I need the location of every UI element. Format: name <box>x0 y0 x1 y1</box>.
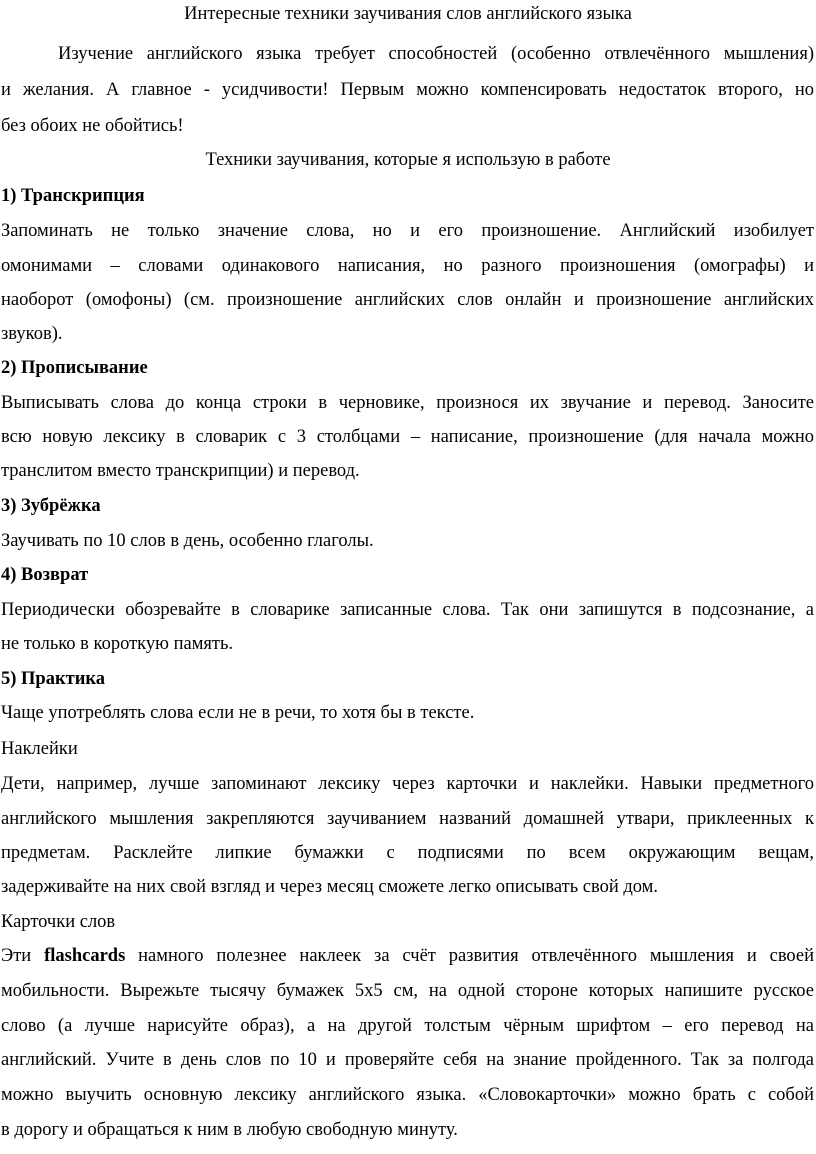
section-2-line-1: Выписывать слова до конца строки в черновике, произнося их звучание и перевод. Заносите <box>1 393 814 413</box>
intro-line-3: без обоих не обойтись! <box>1 116 184 136</box>
section-4-heading: 4) Возврат <box>1 565 89 585</box>
cards-line-1-prefix: Эти <box>1 946 32 966</box>
stickers-line-4: задерживайте на них свой взгляд и через месяц сможете легко описывать свой дом. <box>1 877 658 897</box>
cards-line-5: можно выучить основную лексику английского языка. «Словокарточки» можно брать с собой <box>1 1085 814 1105</box>
stickers-line-3: предметам. Расклейте липкие бумажки с подписями по всем окружающим вещам, <box>1 843 814 863</box>
intro-line-2: и желания. А главное - усидчивости! Первым можно компенсировать недостаток второго, но <box>1 80 814 100</box>
cards-line-6: в дорогу и обращаться к ним в любую свободную минуту. <box>1 1120 458 1140</box>
cards-line-4: английский. Учите в день слов по 10 и проверяйте себя на знание пройденного. Так за полгода <box>1 1050 814 1070</box>
section-1-line-3: наоборот (омофоны) (см. произношение английских слов онлайн и произношение английских <box>1 290 814 310</box>
section-1-line-1: Запоминать не только значение слова, но и его произношение. Английский изобилует <box>1 221 814 241</box>
cards-line-2: мобильности. Вырежьте тысячу бумажек 5x5 см, на одной стороне которых напишите русское <box>1 981 814 1001</box>
section-1-line-2: омонимами – словами одинакового написания, но разного произношения (омографы) и <box>1 256 814 276</box>
section-2-line-2: всю новую лексику в словарик с 3 столбцами – написание, произношение (для начала можно <box>1 427 814 447</box>
section-5-line-1: Чаще употреблять слова если не в речи, то хотя бы в тексте. <box>1 703 475 723</box>
intro-line-1: Изучение английского языка требует способностей (особенно отвлечённого мышления) <box>58 44 814 64</box>
section-3-heading: 3) Зубрёжка <box>1 496 101 516</box>
section-4-line-2: не только в короткую память. <box>1 634 234 654</box>
flashcards-term: flashcards <box>44 946 126 966</box>
stickers-heading: Наклейки <box>1 739 78 759</box>
cards-line-3: слово (а лучше нарисуйте образ), а на другой толстым чёрным шрифтом – его перевод на <box>1 1016 814 1036</box>
stickers-line-1: Дети, например, лучше запоминают лексику через карточки и наклейки. Навыки предметного <box>1 774 814 794</box>
section-5-heading: 5) Практика <box>1 669 105 689</box>
section-1-heading: 1) Транскрипция <box>1 186 145 206</box>
section-1-line-4: звуков). <box>1 324 63 344</box>
section-4-line-1: Периодически обозревайте в словарике записанные слова. Так они запишутся в подсознание, а <box>1 600 814 620</box>
section-2-heading: 2) Прописывание <box>1 358 148 378</box>
section-2-line-3: транслитом вместо транскрипции) и перевод. <box>1 461 360 481</box>
section-3-line-1: Заучивать по 10 слов в день, особенно глаголы. <box>1 531 374 551</box>
cards-line-1 <box>1 944 814 968</box>
stickers-line-2: английского мышления закрепляются заучиванием названий домашней утвари, приклеенных к <box>1 809 814 829</box>
cards-heading: Карточки слов <box>1 912 116 932</box>
document-title: Интересные техники заучивания слов английского языка <box>184 4 632 24</box>
techniques-heading: Техники заучивания, которые я использую в работе <box>205 150 611 170</box>
cards-line-1-rest: намного полезнее наклеек за счёт развития отвлечённого мышления и своей <box>138 946 815 966</box>
